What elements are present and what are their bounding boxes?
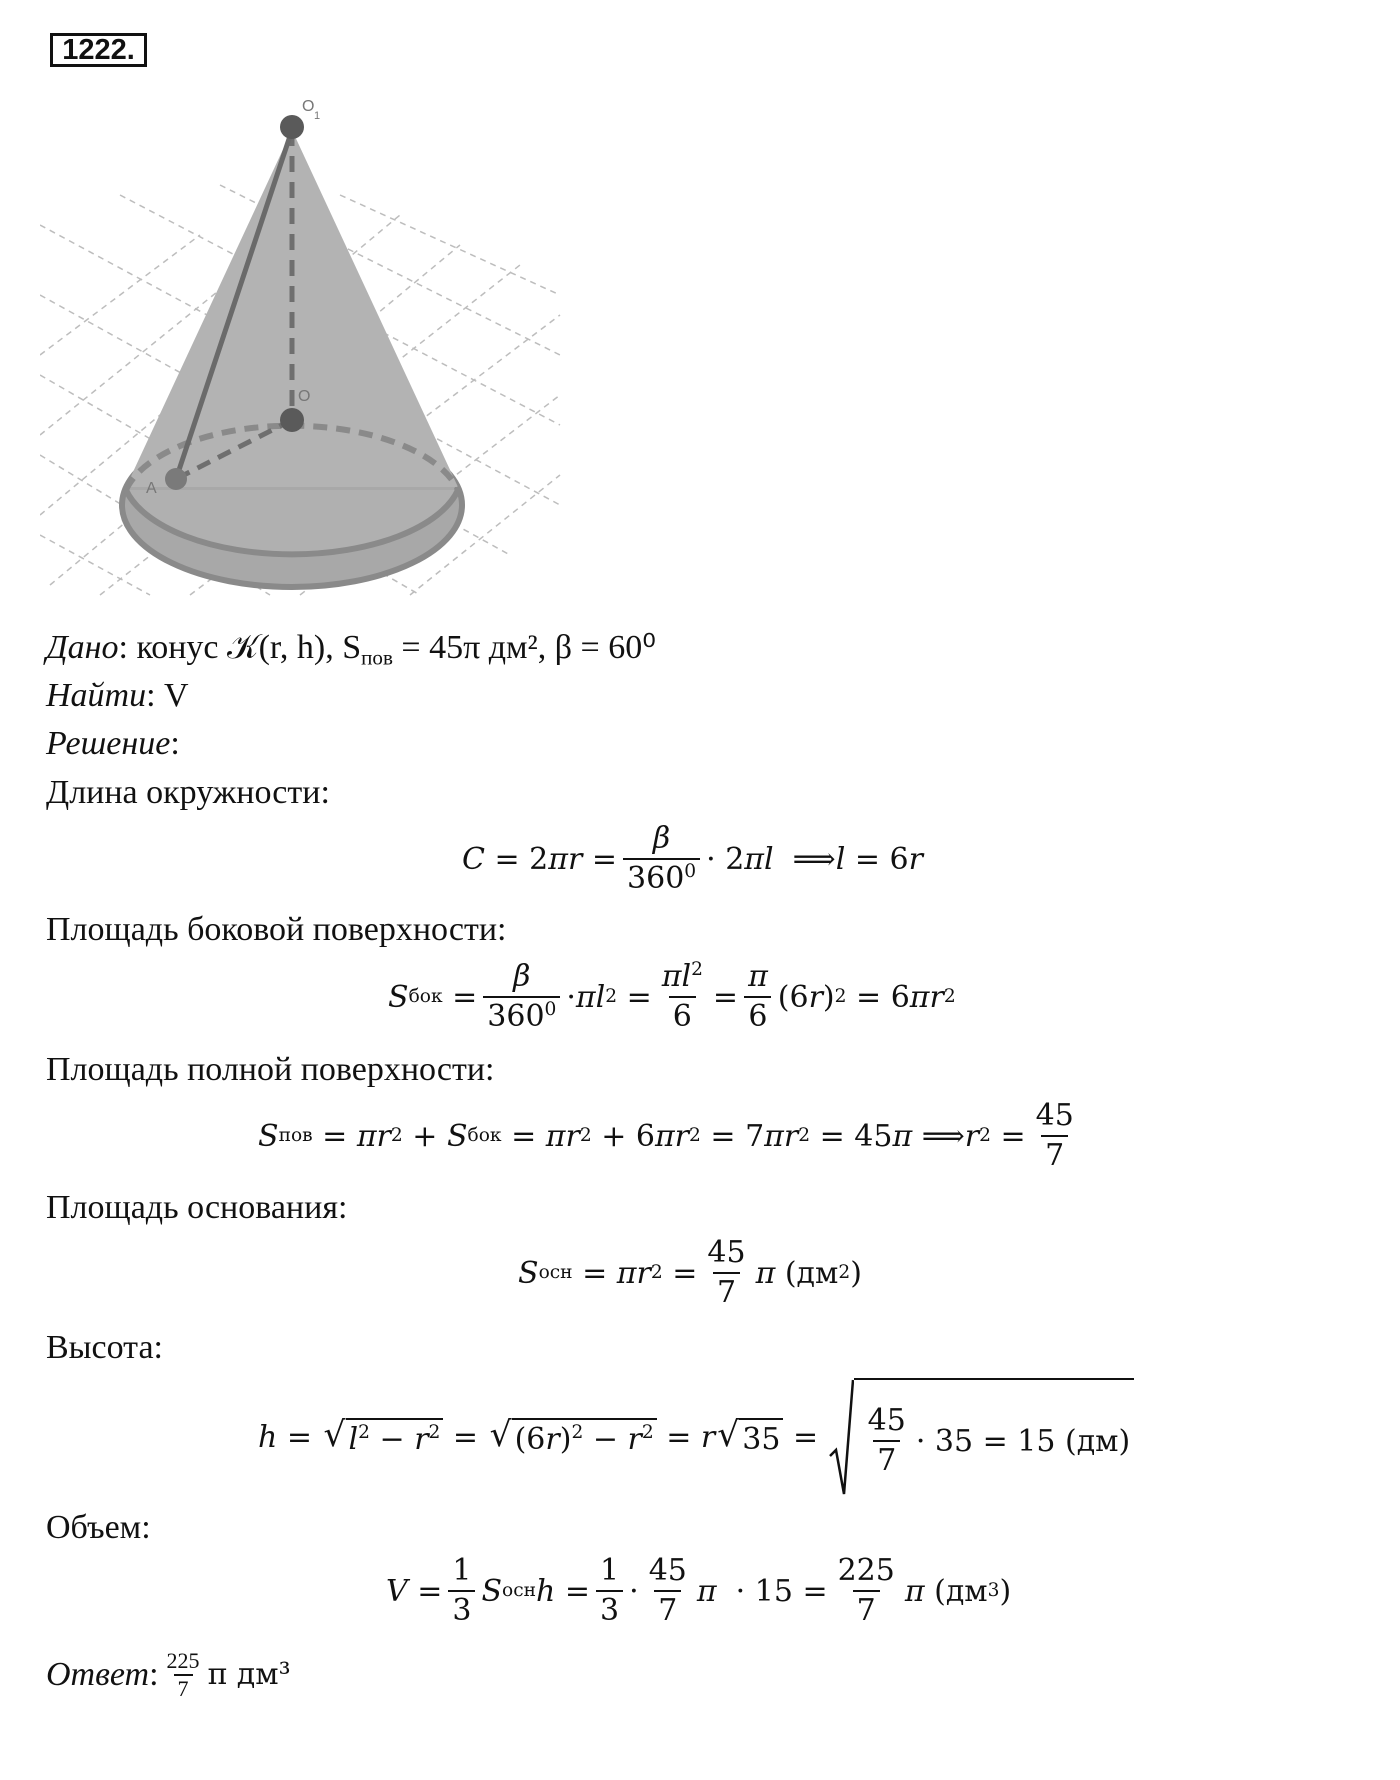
apex-point — [280, 115, 304, 139]
find-label: Найти — [46, 677, 147, 714]
find-line — [46, 676, 189, 716]
answer-fraction — [163, 1648, 204, 1702]
given-rest: = 45π дм², β = 60⁰ — [392, 629, 656, 666]
label-apex: O — [302, 98, 315, 115]
answer-line: Ответ : $\frac{225}{7}$ π дм³ — [46, 1648, 291, 1701]
formula-total: S пов = πr 2 + S бок = πr 2 + 6 πr 2 = 7 πr 2 = 45 π ⟹ r 2 = $\frac{45}{7}$ — [258, 1098, 1074, 1173]
svg-text:1: 1 — [314, 110, 321, 122]
center-point — [280, 408, 304, 432]
section-base: Площадь основания: — [46, 1189, 348, 1226]
label-center: O — [298, 388, 311, 405]
section-lateral: Площадь боковой поверхности: — [46, 911, 507, 948]
solution-line — [46, 724, 180, 764]
rim-point — [165, 468, 187, 490]
section-circumference: Длина окружности: — [46, 774, 330, 811]
cone-figure — [40, 95, 580, 605]
formula-circumference: C = 2 πr = $\frac{\beta}{360^0}$ · 2 πl ⟹ l = 6 r — [462, 821, 923, 896]
formula-height: h = √ $l^2 - r^2$ = √ $(6r)^2 - r^2$ = r √ 35 = $\frac{45}{7}$ · 35 = 15 (дм) — [258, 1378, 1134, 1496]
formula-volume: V = $\frac{1}{3}$ S осн h = $\frac{1}{3}$ · $\frac{45}{7}$ π · 15 = $\frac{225}{7}$ π (дм 3 ) — [386, 1553, 1012, 1628]
given-label: Дано — [46, 629, 119, 666]
answer-label: Ответ — [46, 1656, 150, 1693]
find-text: : V — [146, 677, 189, 714]
solution-label: Решение — [46, 725, 171, 762]
answer-den: 7 — [174, 1674, 193, 1702]
answer-num: 225 — [166, 1648, 200, 1673]
section-total: Площадь полной поверхности: — [46, 1051, 495, 1088]
label-rim: A — [146, 480, 157, 497]
given-line — [46, 628, 656, 668]
problem-number: 1222. — [50, 33, 147, 67]
section-height: Высота: — [46, 1329, 163, 1366]
solution-text: : — [170, 725, 180, 762]
section-volume: Объем: — [46, 1509, 151, 1546]
given-sub: пов — [361, 645, 393, 670]
formula-base: S осн = πr 2 = $\frac{45}{7}$ π (дм 2 ) — [518, 1235, 862, 1310]
formula-lateral: S бок = $\frac{\beta}{360^0}$ · πl 2 = $\frac{\pi l^2}{6}$ = $\frac{\pi}{6}$ (6 r ) 2 = 6 πr 2 — [388, 958, 956, 1034]
given-text: : конус 𝒦(r, h), S — [118, 629, 362, 666]
answer-tail: π дм³ — [207, 1657, 291, 1692]
